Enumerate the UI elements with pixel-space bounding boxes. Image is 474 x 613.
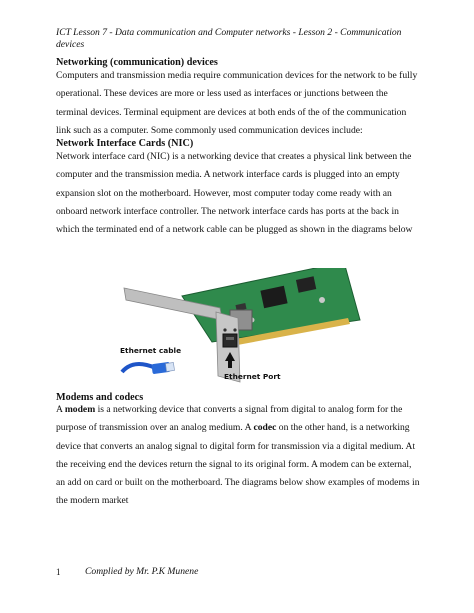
page-header: ICT Lesson 7 - Data communication and Computer networks - Lesson 2 - Communication devices	[56, 27, 402, 50]
figure-label-ethernet-cable: Ethernet cable	[120, 346, 182, 355]
term-codec: codec	[253, 422, 277, 434]
paragraph-networking: Computers and transmission media require communication devices for the network to be fully operational. These devices are more or less used as interfaces or junctions between the terminal devices. Terminal equipment are devices at both ends of the of the communication link such as a computer. Some commonly used communication devices include:	[56, 70, 418, 136]
section-heading-networking: Networking (communication) devices	[56, 57, 218, 68]
section-heading-modems: Modems and codecs	[56, 392, 144, 403]
paragraph-nic: Network interface card (NIC) is a networking device that creates a physical link between the computer and the transmission media. A network interface cards is plugged into an empty expansion slot on the motherboard. However, most computer today come ready with an onboard network interface controller. The network interface cards has ports at the back in which the terminated end of a network cable can be plugged as shown in the diagrams below	[56, 151, 413, 236]
page-number: 1	[56, 567, 61, 577]
modems-text-2: is a networking device that converts a signal from digital to analog form for the purpose of transmission over an analog medium. A	[56, 404, 403, 434]
nic-figure	[112, 268, 370, 388]
term-modem: modem	[64, 404, 96, 415]
paragraph-modems	[56, 401, 420, 511]
modems-text-3: on the other hand, is a networking device that converts an analog signal to digital form for transmission via a digital medium. At the receiving end the devices return the signal to its original form. A modem can be external, an add on card or built on the motherboard. The diagrams below show examples of modems in the modern market	[56, 422, 420, 507]
modems-text-1: A	[56, 404, 65, 415]
section-heading-nic: Network Interface Cards (NIC)	[56, 138, 194, 149]
footer-credit: Complied by Mr. P.K Munene	[85, 566, 199, 577]
nic-card-image	[112, 268, 370, 388]
figure-label-ethernet-port: Ethernet Port	[224, 372, 281, 381]
